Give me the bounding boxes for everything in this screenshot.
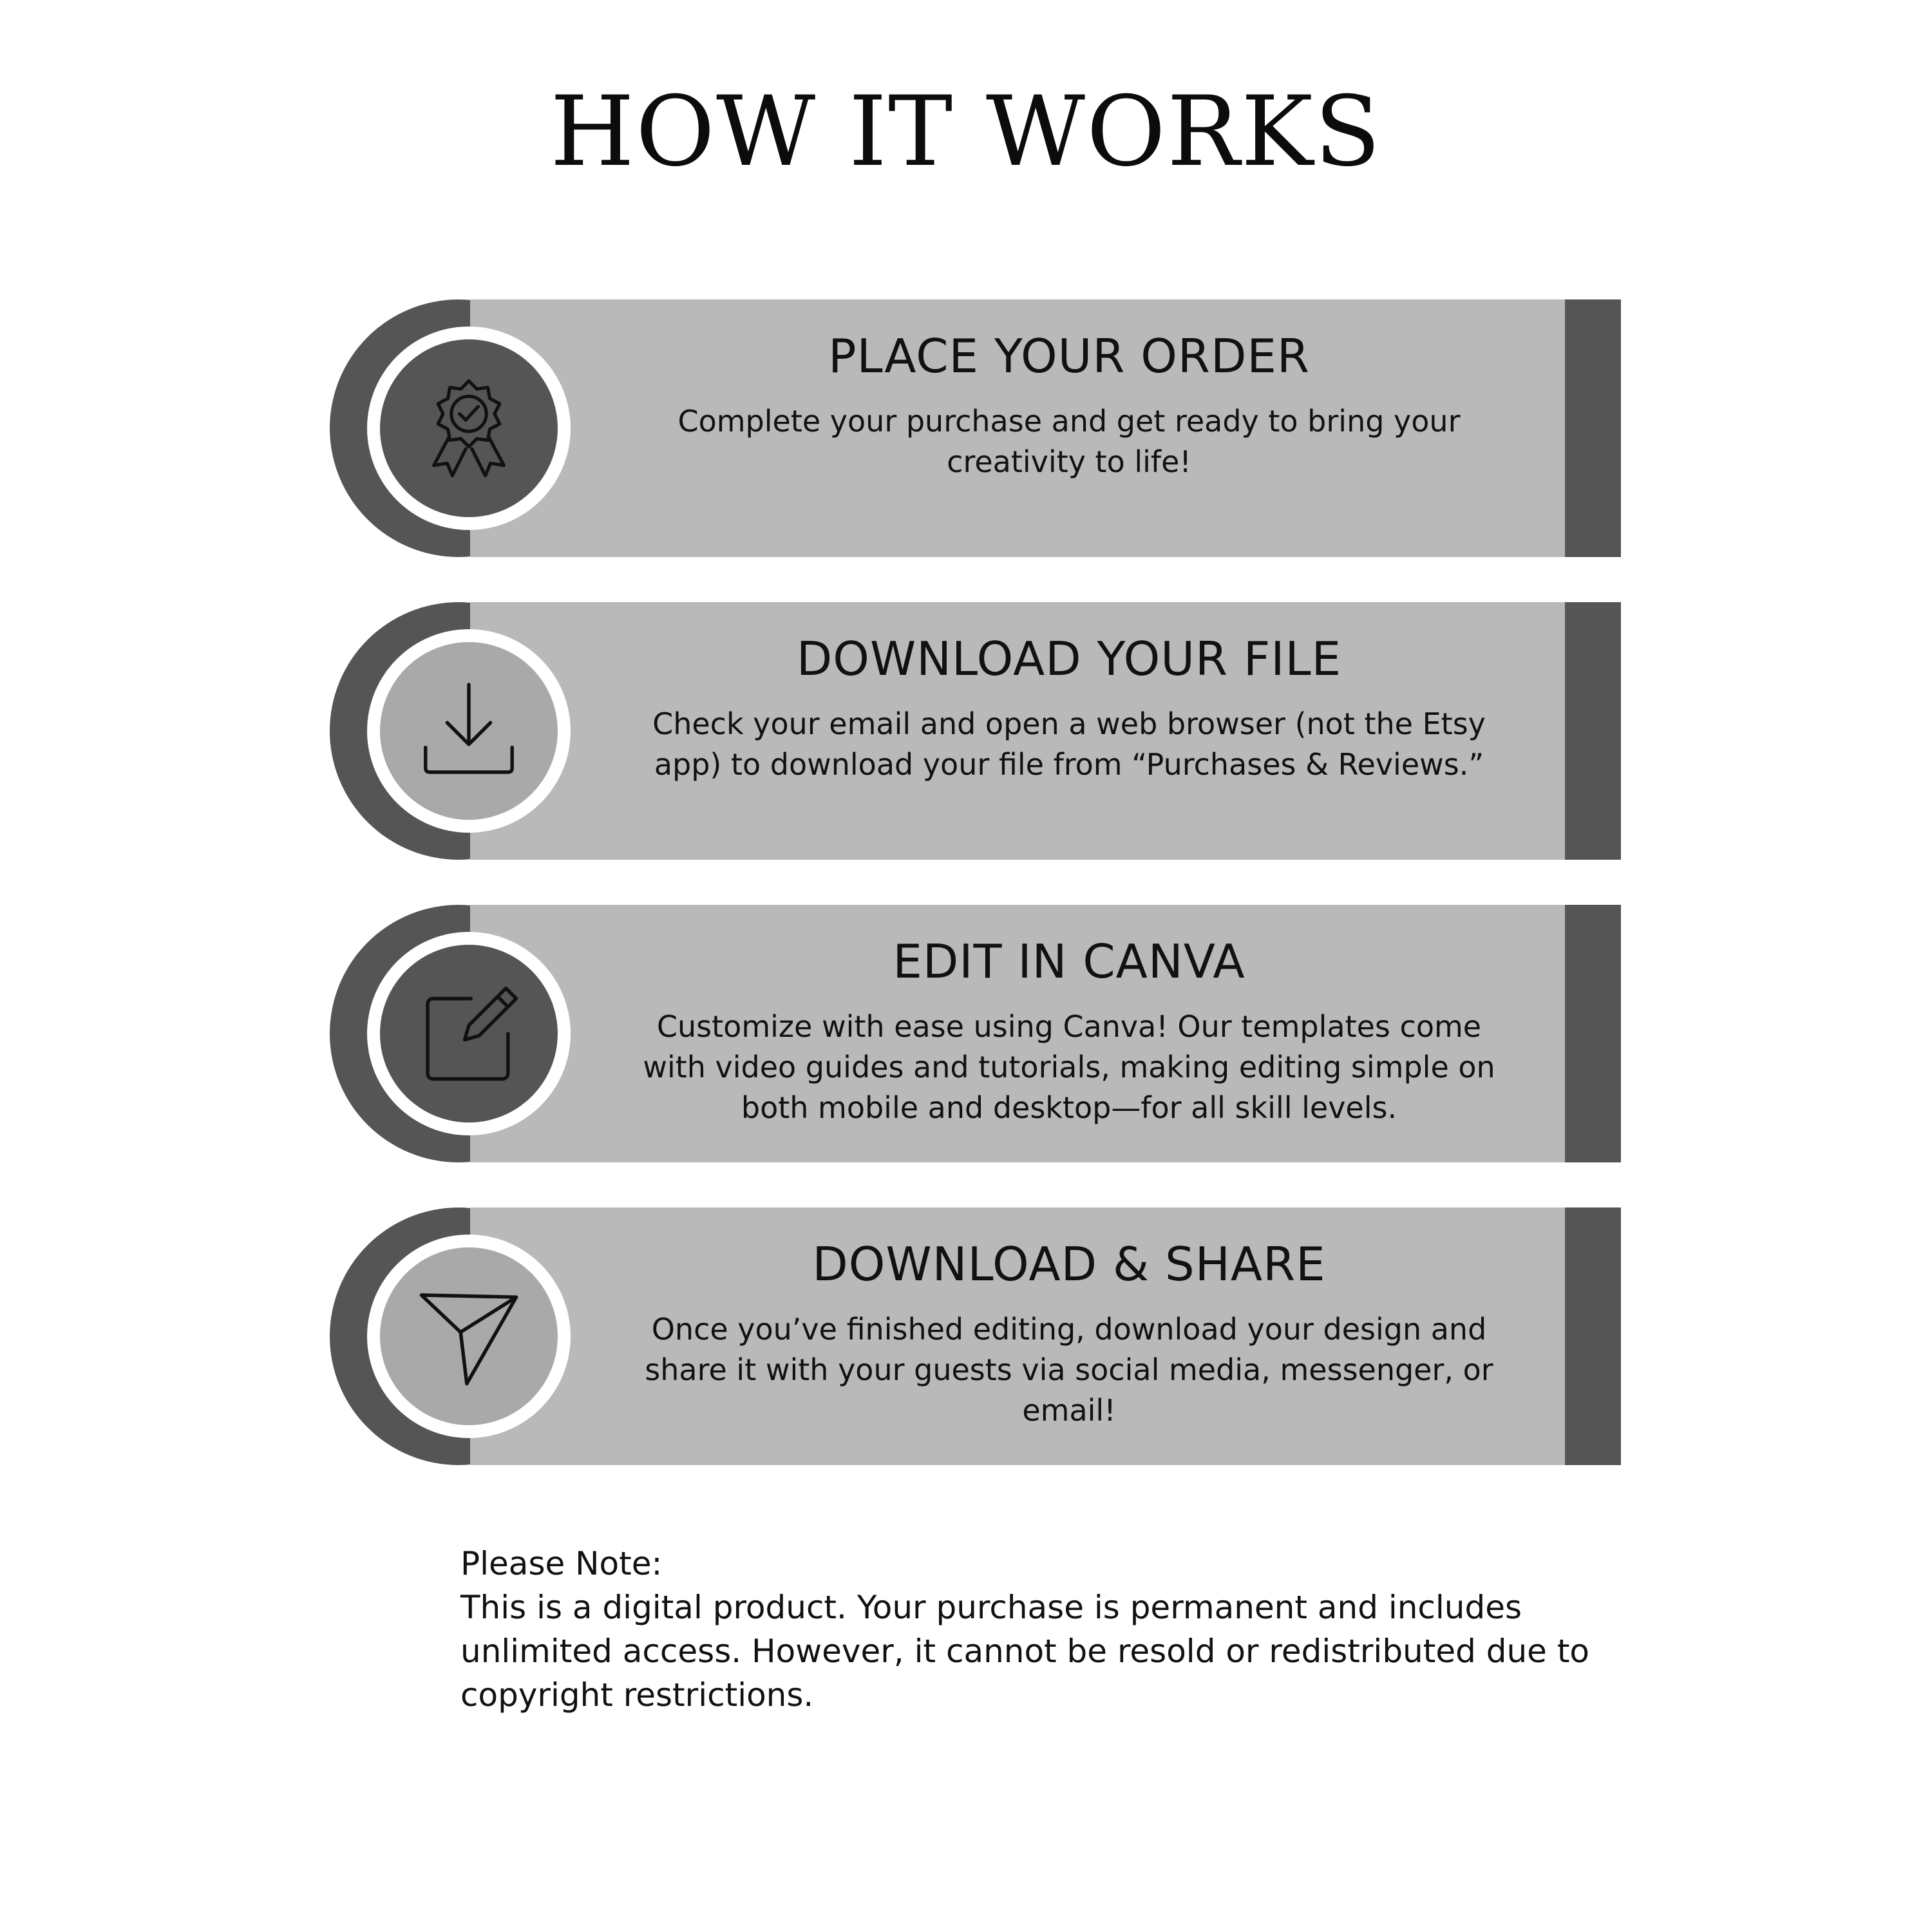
note-label: Please Note: bbox=[460, 1545, 663, 1582]
step-icon-disc bbox=[380, 339, 558, 517]
step-description: Complete your purchase and get ready to bring your creativity to life! bbox=[677, 404, 1461, 479]
step-download-file bbox=[0, 602, 1932, 860]
step-icon-disc bbox=[380, 945, 558, 1122]
step-tab bbox=[1565, 905, 1621, 1162]
page-title: HOW IT WORKS bbox=[550, 76, 1382, 188]
step-download-share bbox=[0, 1208, 1932, 1465]
note-body: This is a digital product. Your purchase is permanent and includes unlimited access. However, it cannot be resold or redistributed due to copyright restrictions. bbox=[460, 1589, 1590, 1714]
step-heading: EDIT IN CANVA bbox=[893, 934, 1245, 989]
download-icon bbox=[417, 679, 520, 782]
disclaimer-note bbox=[460, 1542, 1594, 1717]
step-description: Once you’ve finished editing, download your design and share it with your guests via social media, messenger, or email! bbox=[645, 1312, 1493, 1428]
send-icon bbox=[417, 1285, 520, 1388]
step-heading: PLACE YOUR ORDER bbox=[828, 329, 1310, 383]
step-tab bbox=[1565, 299, 1621, 557]
step-icon-disc bbox=[380, 642, 558, 820]
step-tab bbox=[1565, 602, 1621, 860]
step-icon-disc bbox=[380, 1247, 558, 1425]
step-description: Customize with ease using Canva! Our templates come with video guides and tutorials, making editing simple on both mobile and desktop—for all skill levels. bbox=[643, 1009, 1495, 1125]
step-edit-canva bbox=[0, 905, 1932, 1162]
step-heading: DOWNLOAD YOUR FILE bbox=[796, 632, 1342, 686]
step-place-order bbox=[0, 299, 1932, 557]
step-description: Check your email and open a web browser (not the Etsy app) to download your file from “Purchases & Reviews.” bbox=[652, 706, 1486, 782]
edit-icon bbox=[417, 982, 520, 1085]
step-tab bbox=[1565, 1208, 1621, 1465]
award-badge-icon bbox=[417, 377, 520, 480]
step-heading: DOWNLOAD & SHARE bbox=[812, 1237, 1326, 1291]
